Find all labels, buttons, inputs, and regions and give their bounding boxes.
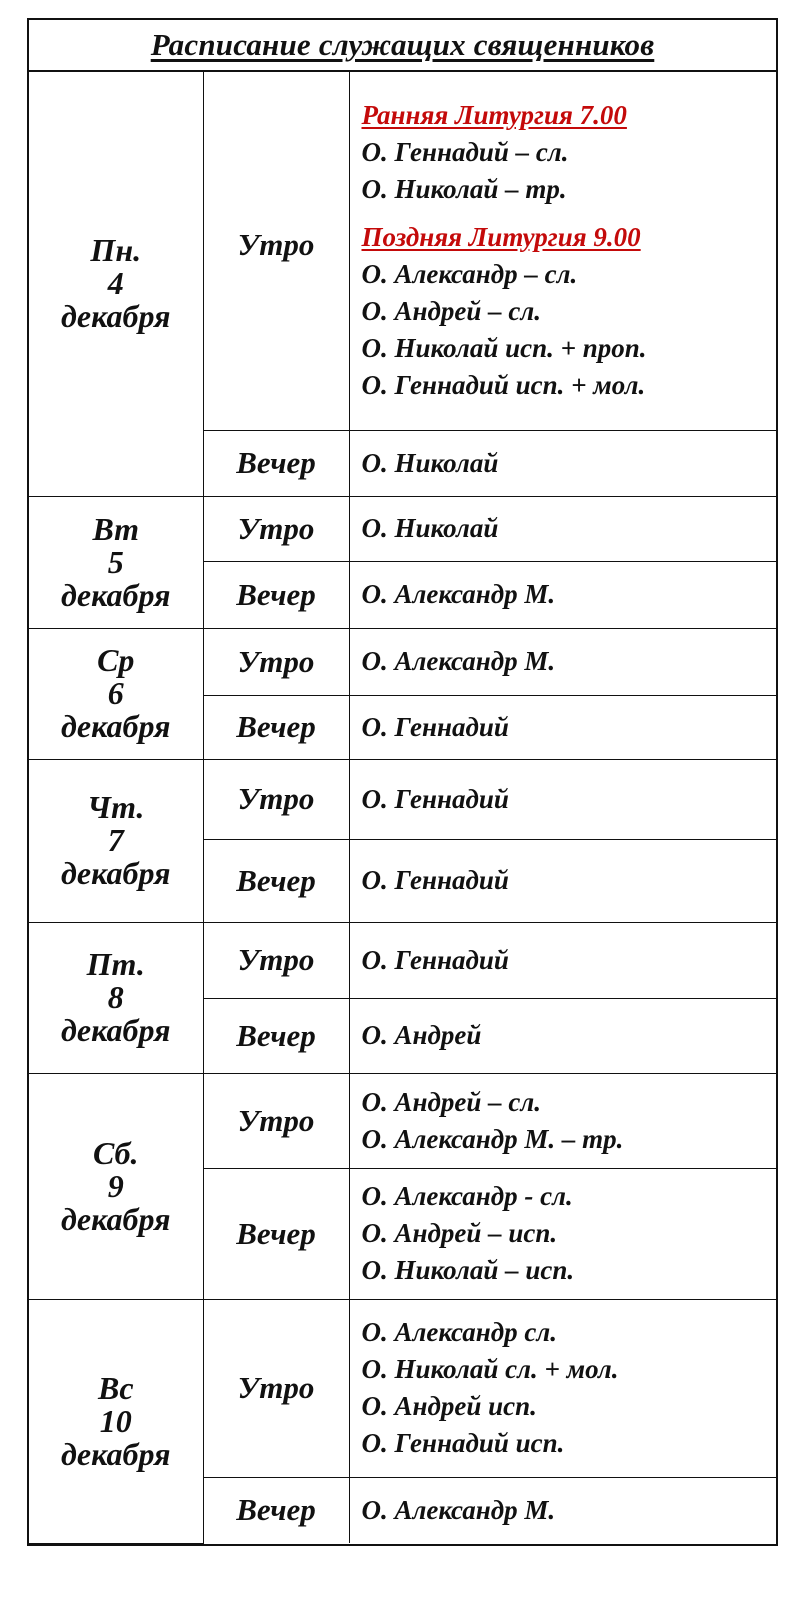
day-cell — [29, 759, 203, 922]
weekday: Чт. — [87, 789, 145, 825]
title-row — [29, 20, 776, 72]
period-morning: Утро — [203, 1299, 349, 1477]
priests-cell — [349, 72, 776, 430]
weekday: Пт. — [86, 946, 145, 982]
priest-line: О. Геннадий – сл. — [361, 137, 569, 168]
day-cell — [29, 72, 203, 496]
period-morning: Утро — [203, 1073, 349, 1168]
priest-line: О. Александр – сл. — [361, 259, 578, 290]
priest-line: О. Геннадий исп. — [361, 1428, 565, 1458]
priest-line: О. Андрей — [361, 1020, 482, 1050]
priest-line: О. Александр сл. — [361, 1317, 558, 1347]
period-morning: Утро — [203, 496, 349, 561]
table-row — [29, 1073, 776, 1168]
period-morning: Утро — [203, 922, 349, 998]
month: декабря — [60, 708, 171, 744]
priests-cell — [349, 561, 776, 628]
priest-line: О. Александр - сл. — [361, 1181, 573, 1211]
priests-cell — [349, 1073, 776, 1168]
schedule-sheet — [27, 18, 778, 1546]
period-evening: Вечер — [203, 561, 349, 628]
liturgy-heading: Поздняя Литургия 9.00 — [361, 222, 641, 253]
priests-cell — [349, 998, 776, 1073]
priest-line: О. Андрей – сл. — [361, 296, 541, 327]
priest-line: О. Андрей – сл. — [361, 1086, 541, 1117]
priest-line: О. Геннадий исп. + мол. — [361, 370, 646, 401]
table-row — [29, 496, 776, 561]
priest-line: О. Николай – исп. — [361, 1255, 575, 1285]
priest-line: О. Андрей исп. — [361, 1391, 537, 1421]
priests-cell — [349, 496, 776, 561]
day-cell — [29, 1299, 203, 1543]
day-cell — [29, 496, 203, 628]
month: декабря — [60, 1200, 171, 1237]
weekday: Ср — [97, 642, 135, 678]
weekday: Пн. — [90, 232, 142, 269]
schedule-table — [29, 72, 776, 1544]
weekday: Сб. — [92, 1134, 139, 1171]
priest-line: О. Геннадий — [361, 944, 509, 975]
period-evening: Вечер — [203, 998, 349, 1073]
priest-line: О. Александр М. — [361, 1494, 556, 1525]
weekday: Вс — [97, 1369, 134, 1406]
priest-line: О. Геннадий — [361, 783, 509, 814]
period-evening: Вечер — [203, 1477, 349, 1543]
day-number: 9 — [107, 1167, 124, 1204]
table-row — [29, 922, 776, 998]
priests-cell — [349, 628, 776, 695]
period-evening: Вечер — [203, 695, 349, 759]
priests-cell — [349, 430, 776, 496]
priest-line: О. Николай сл. + мол. — [361, 1354, 619, 1384]
page-title: Расписание служащих священников — [150, 27, 655, 62]
table-row — [29, 72, 776, 430]
priests-cell — [349, 1477, 776, 1543]
day-number: 10 — [99, 1402, 132, 1439]
priest-line: О. Александр М. – тр. — [361, 1123, 624, 1154]
day-number: 7 — [107, 822, 124, 858]
priests-cell — [349, 759, 776, 839]
month: декабря — [60, 298, 171, 335]
priests-cell — [349, 922, 776, 998]
priest-line: О. Андрей – исп. — [361, 1218, 558, 1248]
priest-line: О. Николай — [361, 513, 499, 543]
priest-line: О. Александр М. — [361, 579, 556, 609]
table-row — [29, 1299, 776, 1477]
month: декабря — [60, 1012, 171, 1048]
priest-line: О. Николай — [361, 447, 499, 478]
priest-line: О. Александр М. — [361, 646, 556, 676]
liturgy-heading: Ранняя Литургия 7.00 — [361, 100, 627, 131]
period-morning: Утро — [203, 759, 349, 839]
period-morning: Утро — [203, 72, 349, 430]
period-evening: Вечер — [203, 1168, 349, 1299]
priests-cell — [349, 695, 776, 759]
day-number: 4 — [107, 265, 124, 302]
period-evening: Вечер — [203, 430, 349, 496]
day-number: 8 — [107, 979, 124, 1015]
month: декабря — [60, 855, 171, 891]
table-row — [29, 759, 776, 839]
day-cell — [29, 1073, 203, 1299]
day-cell — [29, 628, 203, 759]
priest-line: О. Николай исп. + проп. — [361, 333, 647, 364]
weekday: Вт — [92, 510, 140, 547]
period-evening: Вечер — [203, 839, 349, 922]
priest-line: О. Николай – тр. — [361, 174, 567, 205]
day-number: 5 — [107, 543, 124, 580]
priests-cell — [349, 839, 776, 922]
table-row — [29, 628, 776, 695]
priests-cell — [349, 1299, 776, 1477]
priests-cell — [349, 1168, 776, 1299]
period-morning: Утро — [203, 628, 349, 695]
month: декабря — [60, 576, 171, 613]
day-number: 6 — [107, 675, 124, 711]
priest-line: О. Геннадий — [361, 865, 509, 895]
month: декабря — [60, 1435, 171, 1472]
day-cell — [29, 922, 203, 1073]
priest-line: О. Геннадий — [361, 711, 509, 742]
